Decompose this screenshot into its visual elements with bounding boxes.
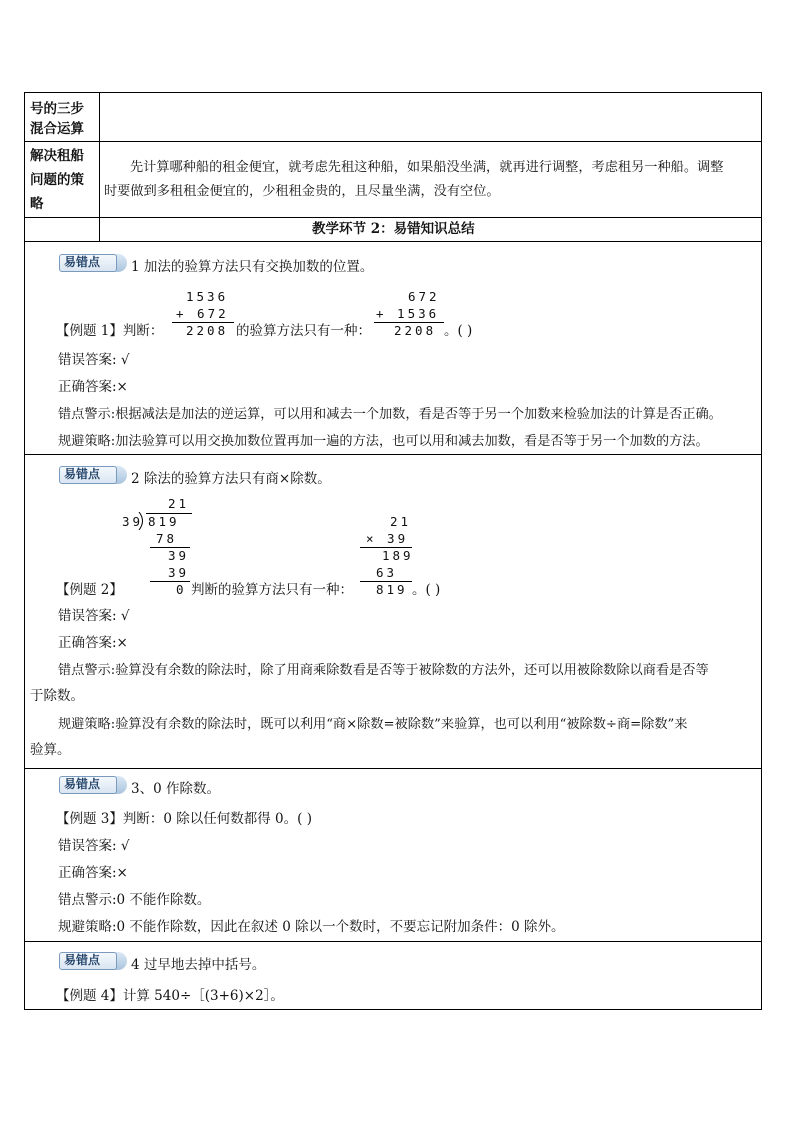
row1-label-line2: 混合运算 <box>30 121 84 137</box>
item2-warning-line1: 错点警示:验算没有余数的除法时，除了用商乘除数看是否等于被除数的方法外，还可以用被除数除以商看是否等 <box>58 663 709 678</box>
mistake-badge <box>59 776 127 794</box>
example3: 【例题 3】判断：0 除以任何数都得 0。( ) <box>56 811 312 827</box>
item1-right-answer: 正确答案:× <box>58 379 128 395</box>
item2-strategy-line1: 规避策略:验算没有余数的除法时，既可以利用“商×除数=被除数”来验算，也可以利用“被除数÷商=除数”来 <box>58 717 688 732</box>
calc-b-line1: 672 <box>408 289 440 304</box>
calc-b-line2: + 1536 <box>376 306 440 321</box>
div-step1: 78 <box>156 531 178 546</box>
calc-a-line1: 1536 <box>186 289 229 304</box>
row2-label-line3: 略 <box>30 196 44 212</box>
item3-wrong-answer: 错误答案: √ <box>58 838 130 854</box>
item3-right-answer: 正确答案:× <box>58 865 128 881</box>
badge-label: 易错点 <box>64 953 101 967</box>
item2-title: 2 除法的验算方法只有商×除数。 <box>131 471 331 487</box>
badge-label: 易错点 <box>64 777 101 791</box>
example1-mid: 的验算方法只有一种： <box>236 323 371 339</box>
item1-wrong-answer: 错误答案: √ <box>58 352 130 368</box>
div-quotient: 21 <box>168 496 190 511</box>
item1-title: 1 加法的验算方法只有交换加数的位置。 <box>131 259 374 275</box>
mul-line1: 21 <box>390 514 412 529</box>
table-rule <box>24 941 762 942</box>
mul-line5: 819 <box>376 582 408 597</box>
mistake-badge <box>59 254 127 272</box>
mistake-badge <box>59 952 127 970</box>
table-rule <box>24 241 762 242</box>
div-step3: 39 <box>168 565 190 580</box>
div-remainder: 0 <box>176 582 187 597</box>
row2-label-line2: 问题的策 <box>30 172 84 188</box>
section-title: 教学环节 2：易错知识总结 <box>312 221 475 237</box>
item3-warning: 错点警示:0 不能作除数。 <box>58 892 211 908</box>
item1-strategy: 规避策略:加法验算可以用交换加数位置再加一遍的方法，也可以用和减去加数，看是否等于另一个加数的方法。 <box>58 434 709 449</box>
row2-content-line2: 时要做到多租租金便宜的，少租租金贵的，且尽量坐满，没有空位。 <box>104 184 500 199</box>
badge-label: 易错点 <box>64 467 101 481</box>
div-step2: 39 <box>168 548 190 563</box>
example1-label: 【例题 1】判断： <box>56 323 164 339</box>
mul-line2: × 39 <box>366 531 409 546</box>
table-rule <box>24 454 762 455</box>
badge-label: 易错点 <box>64 255 101 269</box>
item3-title: 3、0 作除数。 <box>131 781 220 797</box>
item1-warning: 错点警示:根据减法是加法的逆运算，可以用和减去一个加数，看是否等于另一个加数来检验加法的计算是否正确。 <box>58 407 722 422</box>
row2-content-line1: 先计算哪种船的租金便宜，就考虑先租这种船，如果船没坐满，就再进行调整，考虑租另一种船。调整 <box>130 160 724 175</box>
mistake-badge <box>59 466 127 484</box>
calc-b-line3: 2208 <box>394 323 437 338</box>
item4-title: 4 过早地去掉中括号。 <box>131 957 266 973</box>
item2-warning-line2: 于除数。 <box>30 688 84 704</box>
example1-end: 。( ) <box>444 323 473 339</box>
table-rule <box>24 768 762 769</box>
mul-line4: 63 <box>376 565 398 580</box>
table-rule <box>24 141 762 142</box>
example2-label: 【例题 2】 <box>56 582 123 598</box>
row1-label-line1: 号的三步 <box>30 101 84 117</box>
div-divisor: 39 <box>122 514 144 529</box>
row2-label-line1: 解决租船 <box>30 148 84 164</box>
calc-a-line3: 2208 <box>186 323 229 338</box>
div-dividend: 819 <box>148 514 180 529</box>
item2-right-answer: 正确答案:× <box>58 635 128 651</box>
example4: 【例题 4】计算 540÷［(3+6)×2］。 <box>56 988 284 1004</box>
table-column-divider <box>99 92 100 241</box>
table-rule <box>24 217 762 218</box>
item2-wrong-answer: 错误答案: √ <box>58 608 130 624</box>
example2-end: 。( ) <box>412 582 441 598</box>
item3-strategy: 规避策略:0 不能作除数，因此在叙述 0 除以一个数时，不要忘记附加条件：0 除外。 <box>58 919 565 935</box>
item2-strategy-line2: 验算。 <box>30 742 71 758</box>
calc-a-line2: + 672 <box>176 306 229 321</box>
example2-mid: 判断的验算方法只有一种： <box>191 582 353 598</box>
mul-line3: 189 <box>382 548 414 563</box>
